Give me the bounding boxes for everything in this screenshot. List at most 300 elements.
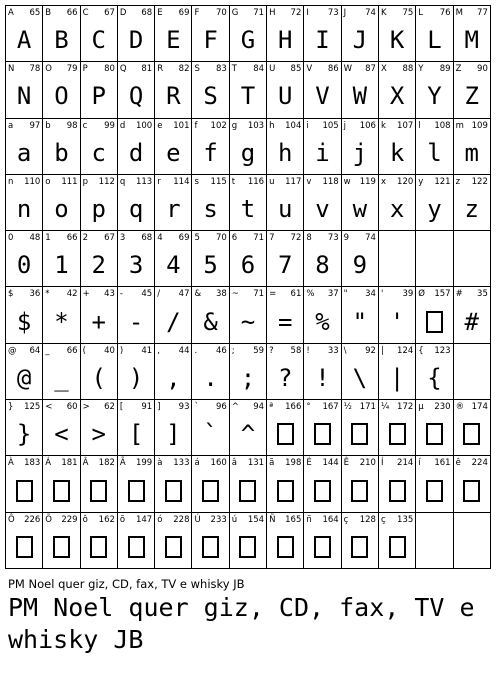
glyph-label — [418, 458, 450, 468]
glyph-code-label: 69 — [178, 8, 190, 18]
glyph-code-label: 128 — [359, 514, 376, 525]
glyph-code-label: 104 — [285, 120, 302, 131]
glyph-label — [8, 458, 40, 468]
glyph-code-label: 72 — [290, 233, 302, 244]
glyph-cell — [43, 119, 80, 175]
glyph-char-label: ` — [194, 402, 199, 413]
glyph-cell — [304, 119, 341, 175]
missing-glyph-box — [304, 471, 340, 509]
glyph-cell — [155, 175, 192, 231]
glyph-char-label: Ê — [343, 458, 350, 469]
glyph-label — [8, 289, 40, 299]
missing-glyph-box — [6, 471, 42, 509]
glyph-char-label: h — [269, 120, 275, 131]
glyph-code-label: 117 — [285, 176, 302, 187]
glyph-code-label: 85 — [290, 64, 302, 75]
glyph-cell — [304, 231, 341, 287]
glyph-label — [381, 64, 413, 74]
glyph-sample: 3 — [128, 251, 144, 280]
glyph-cell — [230, 231, 267, 287]
glyph-char-label: Õ — [45, 514, 52, 525]
glyph-code-label: 112 — [98, 176, 115, 187]
glyph-sample: _ — [54, 363, 69, 392]
glyph-cell — [6, 6, 43, 62]
glyph-char-label: > — [82, 402, 90, 413]
sample-text-large: PM Noel quer giz, CD, fax, TV e whisky JB — [8, 593, 475, 654]
glyph-label — [418, 177, 450, 187]
glyph-sample: $ — [16, 307, 32, 336]
glyph-label — [8, 233, 40, 243]
glyph-char-label: e — [157, 120, 163, 131]
glyph-label — [8, 64, 40, 74]
glyph-char-label: f — [194, 120, 198, 131]
glyph-cell — [81, 231, 118, 287]
glyph-label — [8, 515, 40, 525]
glyph-char-label: ® — [455, 402, 465, 413]
glyph-sample: > — [91, 420, 106, 449]
glyph-char-label: í — [418, 458, 421, 469]
glyph-char-label: J — [343, 8, 347, 18]
glyph-label — [194, 402, 226, 412]
missing-glyph-icon — [90, 536, 107, 558]
glyph-char-label: À — [8, 458, 14, 469]
glyph-label — [418, 8, 450, 18]
glyph-code-label: 65 — [29, 8, 41, 18]
missing-glyph-icon — [277, 536, 294, 558]
glyph-char-label: 0 — [8, 233, 14, 244]
glyph-code-label: 122 — [471, 176, 488, 187]
glyph-label — [381, 402, 413, 412]
glyph-cell — [379, 513, 416, 569]
glyph-code-label: 171 — [359, 402, 376, 413]
glyph-label — [8, 177, 40, 187]
glyph-code-label: 91 — [141, 402, 153, 413]
glyph-cell — [81, 62, 118, 118]
glyph-code-label: 67 — [104, 233, 115, 244]
glyph-cell — [6, 456, 43, 512]
glyph-label — [306, 121, 338, 131]
glyph-cell — [6, 62, 43, 118]
glyph-cell — [416, 400, 453, 456]
glyph-cell — [81, 513, 118, 569]
glyph-sample: ] — [166, 420, 181, 449]
glyph-cell — [6, 400, 43, 456]
glyph-char-label: , — [157, 345, 160, 356]
glyph-label — [45, 402, 77, 412]
missing-glyph-box — [379, 415, 415, 453]
glyph-label — [232, 458, 264, 468]
glyph-sample: < — [54, 420, 69, 449]
glyph-char-label: r — [157, 176, 161, 187]
glyph-sample: h — [278, 138, 293, 167]
glyph-sample: e — [166, 138, 181, 167]
glyph-char-label: \ — [343, 345, 347, 356]
glyph-code-label: 48 — [29, 233, 41, 244]
glyph-cell — [118, 62, 155, 118]
glyph-char-label: ) — [119, 345, 124, 356]
glyph-code-label: 42 — [66, 289, 78, 300]
glyph-char-label: + — [82, 289, 90, 300]
glyph-sample: V — [315, 82, 330, 111]
glyph-cell — [267, 400, 304, 456]
glyph-char-label: R — [157, 64, 164, 75]
glyph-label — [8, 346, 40, 356]
missing-glyph-box — [230, 528, 266, 566]
glyph-label — [194, 177, 226, 187]
glyph-code-label: 59 — [253, 345, 265, 356]
glyph-sample: ( — [91, 363, 106, 392]
missing-glyph-box — [192, 528, 228, 566]
glyph-label — [194, 8, 226, 18]
glyph-label — [8, 8, 40, 18]
glyph-cell — [118, 513, 155, 569]
glyph-char-label: Q — [119, 64, 127, 75]
missing-glyph-icon — [128, 536, 145, 558]
glyph-label — [83, 64, 115, 74]
glyph-cell — [81, 6, 118, 62]
glyph-sample: K — [389, 26, 405, 55]
glyph-code-label: 110 — [24, 176, 41, 187]
glyph-label — [120, 402, 152, 412]
glyph-label — [344, 64, 376, 74]
glyph-label — [194, 346, 226, 356]
glyph-label — [344, 121, 376, 131]
missing-glyph-box — [81, 471, 117, 509]
glyph-sample: 1 — [54, 251, 69, 280]
glyph-sample: M — [464, 26, 479, 55]
glyph-code-label: 133 — [173, 458, 190, 469]
glyph-char-label: 2 — [82, 233, 89, 244]
glyph-code-label: 82 — [178, 64, 190, 75]
glyph-cell — [6, 344, 43, 400]
missing-glyph-icon — [277, 480, 294, 502]
glyph-code-label: 228 — [173, 514, 190, 525]
glyph-cell — [416, 456, 453, 512]
glyph-label — [157, 233, 189, 243]
glyph-char-label: H — [269, 8, 276, 18]
glyph-sample: o — [54, 195, 69, 224]
glyph-char-label: _ — [45, 345, 50, 356]
glyph-cell — [43, 175, 80, 231]
glyph-sample: = — [278, 307, 293, 336]
glyph-cell — [267, 62, 304, 118]
glyph-sample: ` — [203, 420, 218, 449]
glyph-char-label: 7 — [269, 233, 275, 244]
glyph-cell — [304, 287, 341, 343]
glyph-cell — [379, 175, 416, 231]
glyph-sample: B — [54, 26, 69, 55]
glyph-cell — [192, 6, 229, 62]
glyph-label — [381, 346, 413, 356]
glyph-sample: T — [240, 82, 256, 111]
glyph-sample: y — [427, 195, 442, 224]
glyph-char-label: ' — [380, 289, 384, 300]
glyph-label — [269, 121, 301, 131]
glyph-label — [381, 8, 413, 18]
glyph-char-label: V — [306, 64, 313, 75]
glyph-code-label: 93 — [178, 402, 190, 413]
glyph-label — [232, 64, 264, 74]
glyph-label — [120, 289, 152, 299]
glyph-code-label: 96 — [215, 402, 227, 413]
glyph-cell — [267, 513, 304, 569]
missing-glyph-box — [43, 471, 79, 509]
missing-glyph-icon — [239, 536, 256, 558]
glyph-sample: m — [464, 138, 479, 167]
glyph-cell — [342, 400, 379, 456]
glyph-code-label: 76 — [439, 8, 451, 18]
glyph-char-label: U — [269, 64, 276, 75]
glyph-code-label: 198 — [285, 458, 302, 469]
glyph-code-label: 62 — [104, 402, 115, 413]
missing-glyph-icon — [426, 480, 443, 502]
missing-glyph-icon — [53, 480, 70, 502]
glyph-code-label: 160 — [210, 458, 227, 469]
glyph-sample: ^ — [240, 420, 256, 449]
glyph-code-label: 45 — [141, 289, 153, 300]
glyph-cell — [155, 62, 192, 118]
glyph-char-label: Â — [82, 458, 89, 469]
glyph-sample: P — [91, 82, 106, 111]
glyph-label — [418, 121, 450, 131]
glyph-char-label: a — [8, 120, 14, 131]
glyph-cell — [230, 119, 267, 175]
glyph-code-label: 161 — [434, 458, 451, 469]
glyph-label — [120, 346, 152, 356]
glyph-cell — [304, 175, 341, 231]
missing-glyph-box — [304, 528, 340, 566]
glyph-label — [456, 289, 488, 299]
glyph-cell — [43, 344, 80, 400]
glyph-sample: C — [91, 26, 106, 55]
glyph-label — [83, 346, 115, 356]
glyph-cell — [342, 231, 379, 287]
glyph-code-label: 183 — [24, 458, 41, 469]
glyph-char-label: à — [157, 458, 163, 469]
glyph-cell — [267, 231, 304, 287]
missing-glyph-icon — [165, 480, 182, 502]
glyph-code-label: 115 — [210, 176, 227, 187]
glyph-sample: U — [278, 82, 293, 111]
missing-glyph-icon — [202, 480, 219, 502]
missing-glyph-box — [304, 415, 340, 453]
glyph-label — [157, 515, 189, 525]
glyph-label — [157, 289, 189, 299]
glyph-cell — [192, 231, 229, 287]
glyph-label — [157, 402, 189, 412]
glyph-code-label: 118 — [322, 176, 339, 187]
glyph-label — [344, 515, 376, 525]
empty-cell — [416, 513, 453, 569]
glyph-label — [157, 121, 189, 131]
glyph-sample: q — [128, 195, 144, 224]
glyph-sample: | — [389, 363, 405, 392]
glyph-cell — [342, 6, 379, 62]
glyph-code-label: 233 — [210, 514, 227, 525]
glyph-cell — [155, 287, 192, 343]
glyph-sample: w — [352, 195, 368, 224]
missing-glyph-box — [192, 471, 228, 509]
glyph-sample: ! — [315, 363, 330, 392]
missing-glyph-box — [416, 302, 452, 340]
glyph-cell — [81, 287, 118, 343]
glyph-char-label: % — [306, 289, 315, 300]
glyph-char-label: T — [231, 64, 237, 75]
glyph-cell — [192, 62, 229, 118]
glyph-cell — [118, 344, 155, 400]
glyph-sample: I — [315, 26, 330, 55]
glyph-char-label: ê — [455, 458, 461, 469]
glyph-code-label: 66 — [66, 233, 78, 244]
glyph-code-label: 90 — [477, 64, 488, 75]
glyph-char-label: l — [418, 120, 421, 131]
glyph-cell — [342, 456, 379, 512]
glyph-cell — [155, 231, 192, 287]
glyph-sample: 4 — [166, 251, 181, 280]
glyph-char-label: t — [231, 176, 236, 187]
glyph-cell — [118, 6, 155, 62]
glyph-label — [269, 8, 301, 18]
glyph-code-label: 131 — [247, 458, 265, 469]
glyph-cell — [43, 513, 80, 569]
glyph-label — [232, 289, 264, 299]
glyph-sample: } — [16, 420, 32, 449]
glyph-label — [269, 458, 301, 468]
glyph-code-label: 154 — [247, 514, 265, 525]
glyph-cell — [342, 513, 379, 569]
glyph-char-label: $ — [8, 289, 14, 300]
glyph-char-label: b — [45, 120, 51, 131]
glyph-code-label: 105 — [322, 120, 339, 131]
glyph-char-label: n — [8, 176, 14, 187]
glyph-code-label: 80 — [104, 64, 115, 75]
glyph-code-label: 166 — [285, 402, 302, 413]
glyph-cell — [192, 456, 229, 512]
glyph-cell — [43, 231, 80, 287]
missing-glyph-box — [6, 528, 42, 566]
missing-glyph-icon — [165, 536, 182, 558]
missing-glyph-box — [379, 528, 415, 566]
missing-glyph-icon — [314, 536, 331, 558]
glyph-sample: r — [166, 195, 181, 224]
glyph-sample: H — [278, 26, 293, 55]
glyph-label — [157, 8, 189, 18]
glyph-cell — [379, 456, 416, 512]
glyph-sample: 9 — [352, 251, 368, 280]
glyph-sample: f — [203, 138, 218, 167]
glyph-sample: G — [240, 26, 256, 55]
glyph-code-label: 102 — [210, 120, 227, 131]
glyph-code-label: 40 — [104, 345, 115, 356]
glyph-code-label: 165 — [285, 514, 302, 525]
glyph-char-label: v — [306, 176, 312, 187]
glyph-cell — [454, 119, 491, 175]
glyph-cell — [267, 344, 304, 400]
missing-glyph-icon — [53, 536, 70, 558]
glyph-char-label: @ — [8, 345, 17, 356]
glyph-char-label: # — [455, 289, 463, 300]
glyph-label — [120, 64, 152, 74]
glyph-cell — [379, 6, 416, 62]
glyph-char-label: w — [343, 176, 351, 187]
glyph-cell — [230, 344, 267, 400]
glyph-sample: ? — [278, 363, 293, 392]
glyph-label — [194, 233, 226, 243]
glyph-label — [269, 402, 301, 412]
glyph-sample: n — [16, 195, 32, 224]
glyph-char-label: P — [82, 64, 88, 75]
glyph-code-label: 79 — [66, 64, 78, 75]
glyph-char-label: ~ — [231, 289, 239, 300]
glyph-char-label: A — [8, 8, 14, 18]
glyph-label — [83, 177, 115, 187]
glyph-code-label: 174 — [471, 402, 488, 413]
glyph-code-label: 94 — [253, 402, 265, 413]
glyph-label — [83, 233, 115, 243]
glyph-sample: 5 — [203, 251, 218, 280]
glyph-cell — [416, 119, 453, 175]
glyph-label — [381, 458, 413, 468]
glyph-code-label: 71 — [253, 233, 265, 244]
glyph-char-label: { — [418, 345, 424, 356]
glyph-sample: t — [240, 195, 256, 224]
glyph-code-label: 106 — [359, 120, 376, 131]
glyph-cell — [454, 400, 491, 456]
glyph-code-label: 37 — [327, 289, 339, 300]
empty-cell — [454, 231, 491, 287]
glyph-char-label: Ú — [194, 514, 201, 525]
glyph-char-label: á — [194, 458, 200, 469]
glyph-char-label: g — [231, 120, 238, 131]
missing-glyph-icon — [277, 423, 294, 445]
missing-glyph-box — [230, 471, 266, 509]
glyph-cell — [6, 513, 43, 569]
glyph-label — [344, 402, 376, 412]
glyph-cell — [155, 456, 192, 512]
glyph-label — [269, 177, 301, 187]
glyph-sample: X — [389, 82, 405, 111]
glyph-cell — [454, 287, 491, 343]
glyph-code-label: 109 — [471, 120, 488, 131]
glyph-label — [120, 458, 152, 468]
glyph-cell — [230, 400, 267, 456]
glyph-label — [194, 121, 226, 131]
glyph-char-label: ( — [82, 345, 86, 356]
glyph-char-label: Á — [45, 458, 52, 469]
glyph-char-label: 3 — [119, 233, 126, 244]
glyph-char-label: ô — [82, 514, 88, 525]
glyph-label — [83, 289, 115, 299]
glyph-code-label: 60 — [66, 402, 78, 413]
glyph-sample: N — [16, 82, 32, 111]
glyph-code-label: 86 — [327, 64, 339, 75]
glyph-code-label: 70 — [215, 233, 227, 244]
missing-glyph-icon — [426, 423, 443, 445]
glyph-code-label: 68 — [141, 8, 153, 18]
glyph-sample: % — [315, 307, 330, 336]
glyph-char-label: k — [380, 120, 386, 131]
glyph-cell — [267, 6, 304, 62]
missing-glyph-box — [81, 528, 117, 566]
missing-glyph-box — [454, 415, 490, 453]
glyph-code-label: 81 — [141, 64, 153, 75]
glyph-cell — [6, 287, 43, 343]
glyph-label — [306, 289, 338, 299]
glyph-code-label: 147 — [135, 514, 153, 525]
glyph-char-label: ! — [306, 345, 310, 356]
glyph-sample: Q — [128, 82, 144, 111]
glyph-cell — [230, 62, 267, 118]
